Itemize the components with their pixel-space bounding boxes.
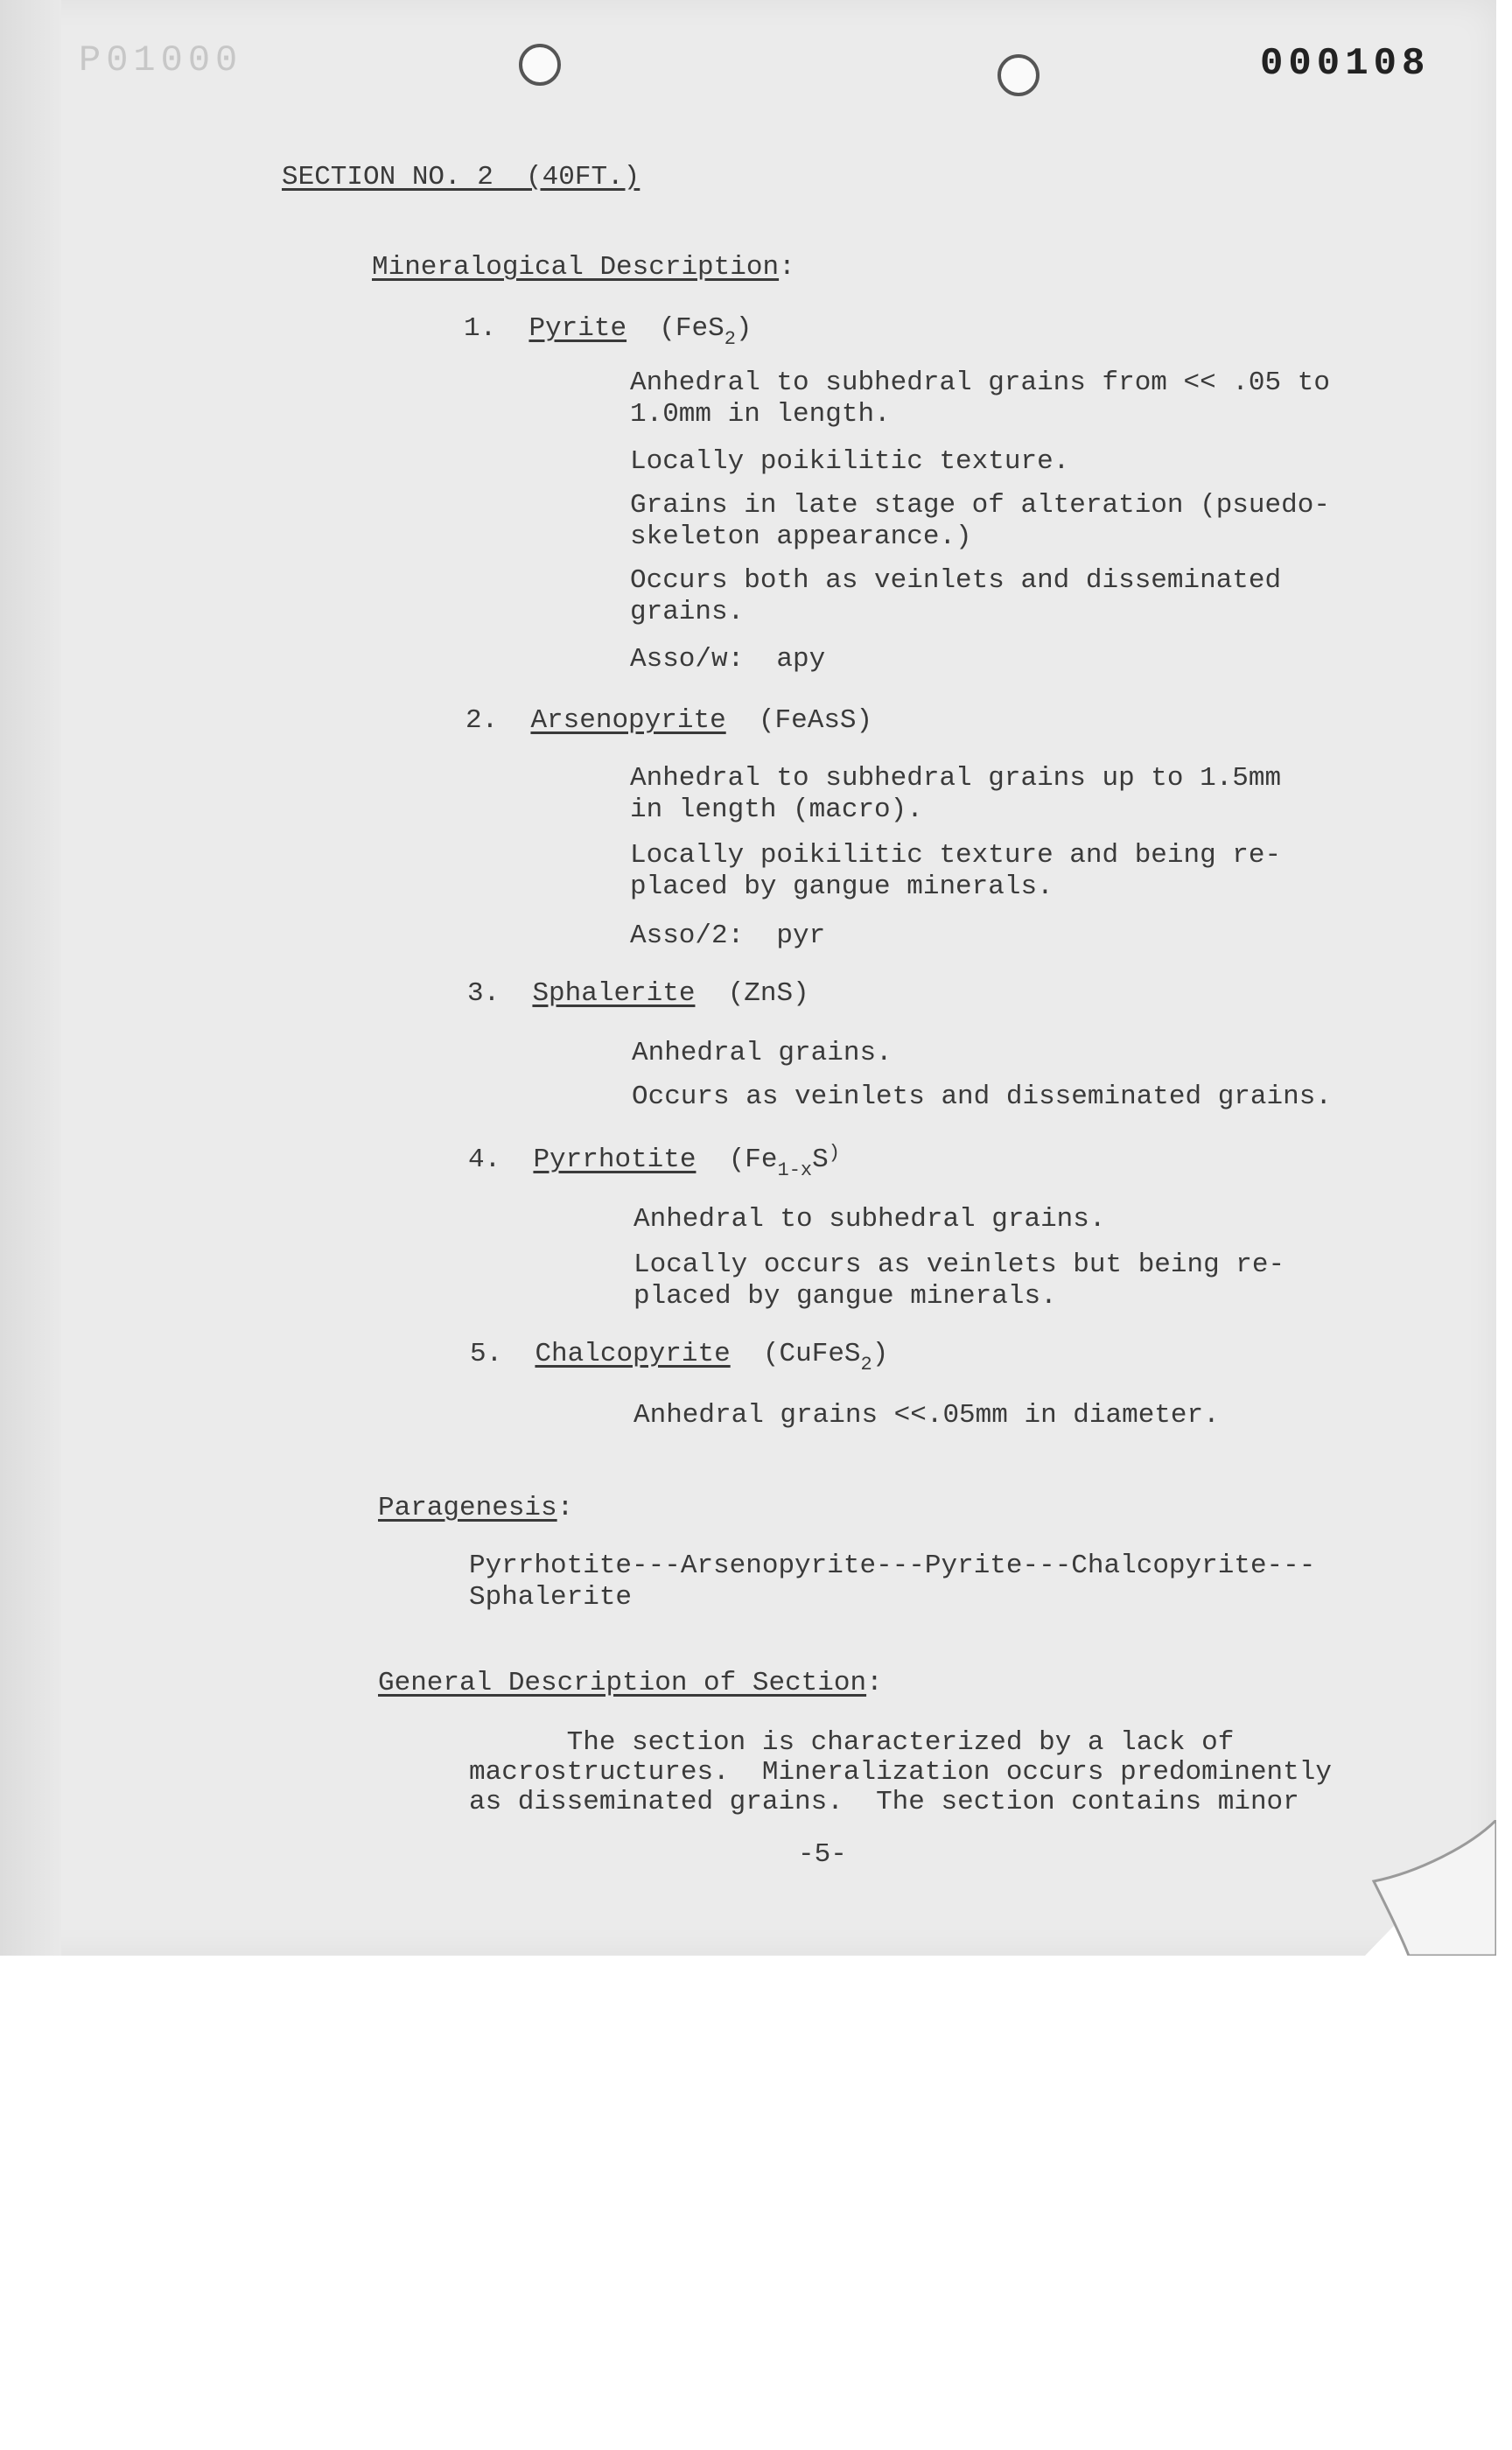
mineral-pyrite-title: 1. Pyrite (FeS$_2$) [464, 313, 752, 350]
sphalerite-line: Occurs as veinlets and disseminated grains. [632, 1082, 1332, 1112]
general-description-line: The section is characterized by a lack of [469, 1727, 1235, 1758]
paragenesis-sequence: Sphalerite [469, 1582, 633, 1613]
chalcopyrite-line: Anhedral grains <<.05mm in diameter. [634, 1400, 1220, 1431]
pyrite-line: Asso/w: apy [630, 644, 826, 675]
bleed-through-number: P01000 [79, 39, 243, 81]
paragenesis-heading: Paragenesis: [378, 1493, 574, 1523]
general-description-line: macrostructures. Mineralization occurs predominently [469, 1757, 1332, 1788]
sphalerite-line: Anhedral grains. [632, 1038, 892, 1068]
mineral-pyrrhotite-title: 4. Pyrrhotite ($Fe_{1-x}S^)$ [468, 1142, 840, 1181]
general-description-line: as disseminated grains. The section contains minor [469, 1787, 1299, 1817]
pyrrhotite-line: Locally occurs as veinlets but being re- [634, 1250, 1285, 1280]
arsenopyrite-line: placed by gangue minerals. [630, 872, 1054, 902]
punch-hole-right [998, 54, 1040, 96]
arsenopyrite-line: Asso/2: pyr [630, 920, 826, 951]
pyrite-line: Grains in late stage of alteration (psuedo- [630, 490, 1330, 521]
paragenesis-sequence: Pyrrhotite---Arsenopyrite---Pyrite---Chalcopyrite--- [469, 1550, 1316, 1581]
pyrrhotite-line: placed by gangue minerals. [634, 1281, 1057, 1312]
mineral-arsenopyrite-title: 2. Arsenopyrite (FeAsS) [466, 705, 873, 736]
mineral-sphalerite-title: 3. Sphalerite (ZnS) [467, 978, 809, 1009]
document-number: 000108 [1260, 42, 1431, 86]
pyrite-line: Locally poikilitic texture. [630, 446, 1070, 477]
arsenopyrite-line: Locally poikilitic texture and being re- [630, 840, 1282, 871]
pyrite-line: skeleton appearance.) [630, 522, 972, 552]
arsenopyrite-line: Anhedral to subhedral grains up to 1.5mm [630, 763, 1282, 794]
general-description-heading: General Description of Section: [378, 1668, 883, 1698]
mineralogical-heading: Mineralogical Description: [372, 252, 795, 283]
arsenopyrite-line: in length (macro). [630, 794, 923, 825]
scan-edge-shadow [0, 0, 61, 1956]
section-title: SECTION NO. 2 (40FT.) [282, 162, 640, 192]
page-number: -5- [798, 1839, 847, 1870]
punch-hole-left [519, 44, 561, 86]
pyrrhotite-line: Anhedral to subhedral grains. [634, 1204, 1106, 1235]
pyrite-line: Occurs both as veinlets and disseminated [630, 565, 1282, 596]
pyrite-line: 1.0mm in length. [630, 399, 891, 430]
pyrite-line: Anhedral to subhedral grains from << .05 to [630, 368, 1330, 398]
folded-corner [1365, 1820, 1496, 1956]
pyrite-line: grains. [630, 597, 745, 627]
mineral-chalcopyrite-title: 5. Chalcopyrite (CuFeS$_2$) [470, 1339, 889, 1376]
